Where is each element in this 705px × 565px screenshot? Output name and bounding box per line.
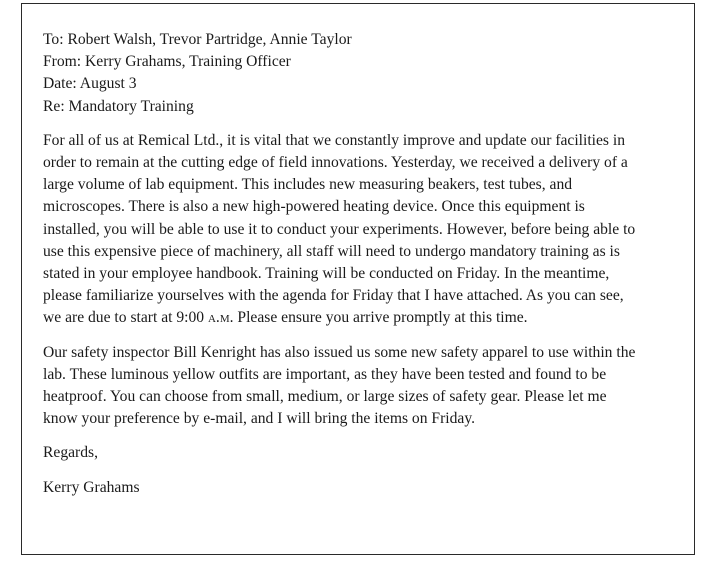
paragraph-1-line-5: installed, you will be able to use it to conduct your experiments. However, before being able to — [43, 220, 636, 238]
paragraph-1-line-4: microscopes. There is also a new high-powered heating device. Once this equipment is — [43, 198, 585, 216]
memo-paragraph-2 — [43, 342, 683, 431]
memo-from-line: From: Kerry Grahams, Training Officer — [43, 53, 291, 71]
memo-to-line: To: Robert Walsh, Trevor Partridge, Annie Taylor — [43, 31, 352, 48]
paragraph-2-line-3: heatproof. You can choose from small, medium, or large sizes of safety gear. Please let me — [43, 388, 607, 406]
memo-subject-line: Re: Mandatory Training — [43, 97, 194, 115]
punctuality-text: Please ensure you arrive promptly at this time. — [233, 309, 528, 327]
memo-date-line: Date: August 3 — [43, 75, 137, 93]
paragraph-2-line-1: Our safety inspector Bill Kenright has also issued us some new safety apparel to use within the — [43, 343, 636, 361]
paragraph-1-line-9 — [43, 307, 683, 329]
paragraph-1-line-1: For all of us at Remical Ltd., it is vital that we constantly improve and update our facilities in — [43, 131, 626, 149]
paragraph-1-line-2: order to remain at the cutting edge of field innovations. Yesterday, we received a delivery of a — [43, 154, 628, 172]
am-marker: a.m. — [207, 309, 234, 327]
memo-header — [43, 29, 683, 118]
paragraph-2-line-2: lab. These luminous yellow outfits are important, as they have been tested and found to be — [43, 365, 607, 383]
memo-paragraph-1 — [43, 130, 683, 330]
memo-signature: Kerry Grahams — [43, 478, 140, 496]
paragraph-1-line-7: stated in your employee handbook. Training will be conducted on Friday. In the meantime, — [43, 265, 610, 283]
memo-closing: Regards, — [43, 444, 98, 462]
paragraph-1-line-3: large volume of lab equipment. This includes new measuring beakers, test tubes, and — [43, 176, 573, 194]
paragraph-1-line-8: please familiarize yourselves with the agenda for Friday that I have attached. As you can see, — [43, 287, 624, 305]
memo-frame — [21, 3, 695, 555]
start-time-text: we are due to start at 9:00 — [43, 309, 208, 327]
paragraph-1-line-6: use this expensive piece of machinery, all staff will need to undergo mandatory training as is — [43, 242, 620, 260]
memo-content — [43, 29, 683, 499]
paragraph-2-line-4: know your preference by e-mail, and I will bring the items on Friday. — [43, 410, 476, 428]
